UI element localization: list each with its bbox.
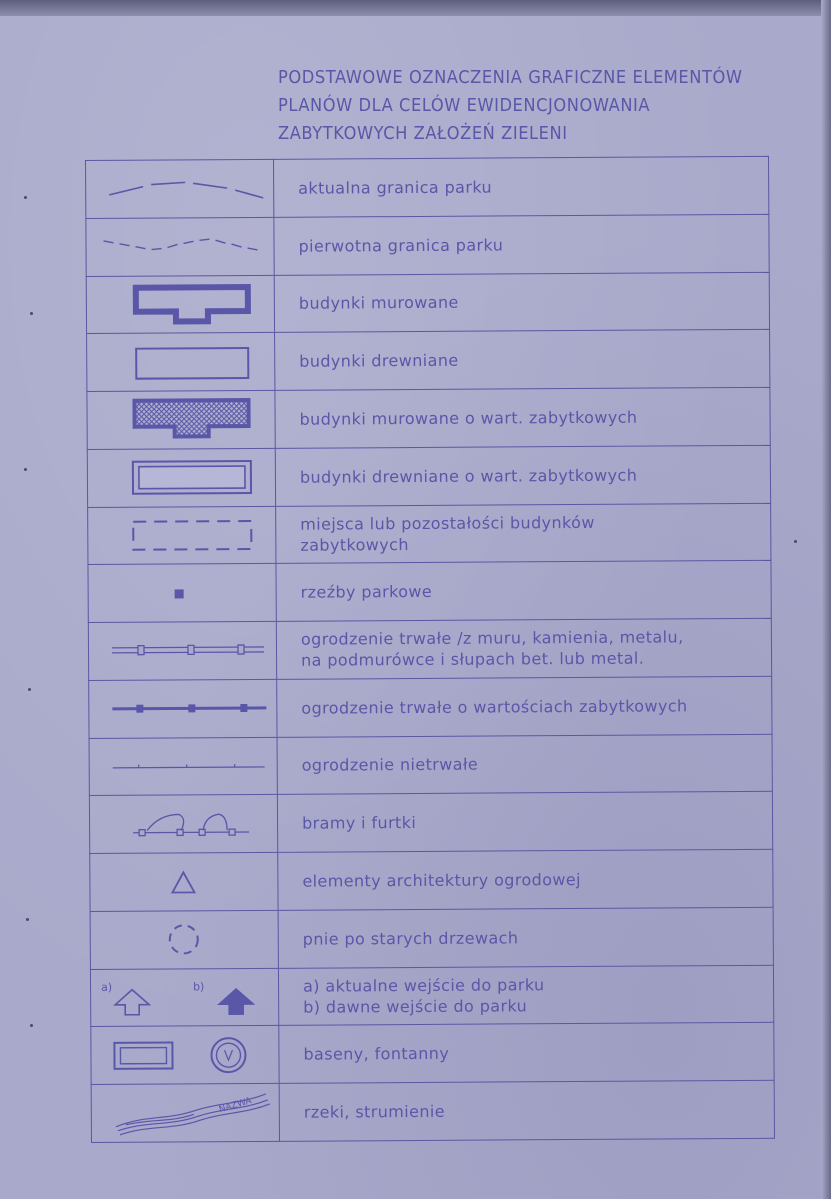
wooden-building-icon (96, 342, 266, 383)
legend-row (88, 503, 771, 565)
symbol-cell (86, 217, 274, 276)
legend-row (89, 676, 772, 738)
current-entrance-arrow-icon (115, 990, 149, 1015)
description-text: pnie po starych drzewach (302, 927, 519, 949)
description-cell (275, 387, 770, 448)
description-text: ogrodzenie trwałe o wartościach zabytkowych (301, 695, 688, 718)
symbol-cell (89, 795, 277, 854)
symbol-cell (90, 852, 278, 911)
legend-row (90, 849, 773, 911)
legend-row (86, 214, 769, 276)
description-cell (277, 792, 772, 853)
scan-speck (30, 1024, 33, 1027)
legend-row (87, 330, 770, 392)
gates-icon (98, 804, 268, 845)
description-text-line-1: miejsca lub pozostałości budynków (300, 512, 595, 534)
current-park-boundary-icon (95, 168, 265, 209)
description-cell (277, 676, 772, 737)
description-text-line-2: na podmurówce i słupach bet. lub metal. (301, 648, 645, 671)
symbol-cell (91, 1026, 279, 1085)
description-text: rzeki, strumienie (303, 1101, 446, 1122)
description-cell (279, 1023, 774, 1084)
description-cell (274, 214, 769, 275)
description-cell (276, 561, 771, 622)
pools-fountains-icon (100, 1033, 270, 1078)
legend-row (91, 1080, 774, 1142)
legend-row (88, 561, 771, 623)
symbol-cell (87, 333, 275, 392)
scan-speck (24, 468, 27, 471)
scan-speck (28, 688, 31, 691)
description-cell (277, 734, 772, 795)
description-cell (274, 272, 769, 333)
description-cell (276, 618, 771, 679)
description-cell (279, 1080, 774, 1141)
symbol-cell (91, 1083, 279, 1142)
description-text: elementy architektury ogrodowej (302, 869, 582, 891)
triangle-icon (99, 864, 269, 899)
description-cell (278, 849, 773, 910)
document-title (278, 64, 780, 148)
symbol-cell (87, 448, 275, 507)
description-text: pierwotna granica parku (298, 235, 504, 256)
description-cell (275, 445, 770, 506)
symbol-cell (87, 390, 275, 449)
legend-row (90, 907, 773, 969)
scan-speck (24, 196, 27, 199)
legend-row (87, 387, 770, 449)
symbol-cell (89, 679, 277, 738)
sculpture-square-icon (97, 578, 267, 609)
legend-row (86, 272, 769, 334)
description-cell (273, 156, 768, 217)
description-text: rzeźby parkowe (300, 582, 433, 602)
original-park-boundary-icon (95, 226, 265, 267)
description-text-line-2: zabytkowych (300, 534, 409, 555)
scan-speck (26, 918, 29, 921)
scan-top-edge (0, 0, 831, 16)
title-line-3: ZABYTKOWYCH ZAŁOŻEŃ ZIELENI (278, 124, 568, 144)
masonry-building-icon (95, 281, 265, 328)
label-b: b) (192, 980, 204, 994)
description-text: baseny, fontanny (303, 1043, 450, 1064)
building-remains-icon (97, 515, 267, 556)
description-text: budynki drewniane (299, 350, 459, 371)
river-icon (95, 1088, 275, 1137)
description-cell (275, 330, 770, 391)
symbol-cell (86, 159, 274, 218)
description-cell (278, 907, 773, 968)
legend-row (89, 734, 772, 796)
description-cell (276, 503, 771, 564)
permanent-fence-icon (97, 635, 267, 666)
river-name-label: NAZWA (217, 1096, 253, 1116)
symbol-cell (88, 506, 276, 565)
symbol-cell (88, 621, 276, 680)
title-line-2: PLANÓW DLA CELÓW EWIDENCJONOWANIA (278, 96, 651, 116)
legend-row (90, 965, 773, 1027)
symbol-cell (86, 275, 274, 334)
legend-row (89, 792, 772, 854)
dashed-circle-icon (99, 918, 269, 961)
description-text: budynki drewniane o wart. zabytkowych (299, 465, 638, 487)
description-text: bramy i furtki (301, 813, 417, 833)
symbol-cell (90, 910, 278, 969)
label-a: a) (100, 980, 112, 994)
description-text: ogrodzenie nietrwałe (301, 754, 479, 776)
temporary-fence-icon (98, 751, 268, 782)
symbol-cell (89, 737, 277, 796)
description-text-line-1: a) aktualne wejście do parku (302, 975, 545, 996)
legend-row (91, 1023, 774, 1085)
legend-row (87, 445, 770, 507)
title-line-1: PODSTAWOWE OZNACZENIA GRAFICZNE ELEMENTÓW (278, 68, 743, 88)
description-cell (278, 965, 773, 1026)
symbol-cell (90, 968, 278, 1027)
legend-table (85, 156, 775, 1143)
scan-right-edge (821, 0, 831, 1199)
symbol-cell (88, 564, 276, 623)
historic-wooden-building-icon (96, 457, 266, 498)
entrance-arrows-icon (94, 974, 274, 1021)
former-entrance-arrow-icon (219, 989, 253, 1014)
description-text-line-1: ogrodzenie trwałe /z muru, kamienia, metalu, (300, 627, 684, 650)
description-text-line-2: b) dawne wejście do parku (303, 996, 528, 1017)
description-text: budynki murowane (298, 293, 459, 314)
description-text: budynki murowane o wart. zabytkowych (299, 407, 638, 429)
description-text: aktualna granica parku (298, 177, 493, 198)
historic-fence-icon (98, 693, 268, 724)
legend-row (86, 156, 769, 218)
scan-speck (30, 312, 33, 315)
scan-speck (794, 540, 797, 543)
legend-row (88, 618, 771, 680)
historic-masonry-building-icon (96, 396, 266, 443)
